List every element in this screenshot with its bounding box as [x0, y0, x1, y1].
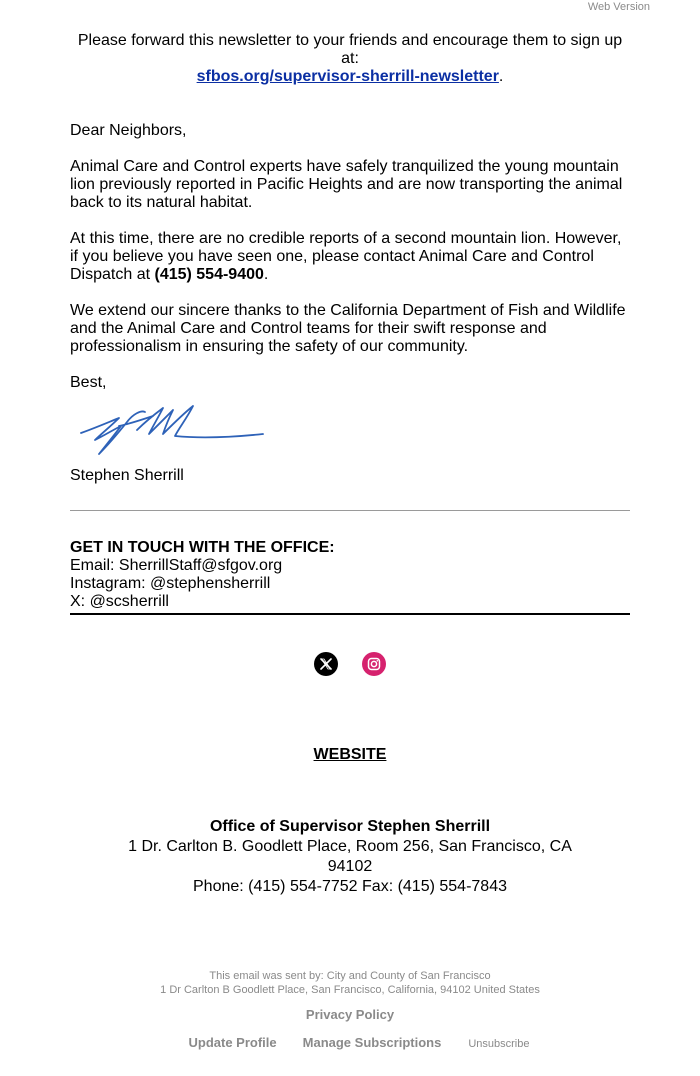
x-icon[interactable]: [314, 652, 338, 676]
contact-section: [70, 539, 630, 615]
dispatch-phone: (415) 554-9400: [154, 266, 264, 283]
update-profile-link[interactable]: Update Profile: [188, 1035, 277, 1050]
forward-notice: [70, 32, 630, 86]
contact-x: X: @scsherrill: [70, 593, 169, 610]
contact-email: Email: SherrillStaff@sfgov.org: [70, 557, 283, 574]
privacy-policy-link[interactable]: Privacy Policy: [305, 1007, 395, 1022]
instagram-icon[interactable]: [362, 652, 386, 676]
website-link[interactable]: WEBSITE: [313, 746, 387, 763]
signer-name: Stephen Sherrill: [70, 467, 184, 484]
closing: Best,: [70, 374, 107, 391]
contact-instagram: Instagram: @stephensherrill: [70, 575, 271, 592]
footer-info: [0, 969, 700, 997]
social-links: [0, 652, 700, 676]
footer-sent-by: This email was sent by: City and County of San Francisco: [209, 970, 491, 982]
paragraph-2-end: .: [263, 266, 269, 283]
paragraph-2-text: At this time, there are no credible reports of a second mountain lion. However, if you believe you have seen one, please contact Animal Care and Control Dispatch at: [70, 230, 622, 283]
paragraph-1: Animal Care and Control experts have safely tranquilized the young mountain lion previously reported in Pacific Heights and are now transporting the animal back to its natural habitat.: [70, 158, 623, 211]
contact-heading: GET IN TOUCH WITH THE OFFICE:: [70, 539, 335, 556]
paragraph-3: We extend our sincere thanks to the California Department of Fish and Wildlife and the Animal Care and Control teams for their swift response and professionalism in ensuring the safety of our community.: [70, 302, 626, 355]
footer-links: [0, 1035, 700, 1050]
website-section: [0, 746, 700, 764]
office-name: Office of Supervisor Stephen Sherrill: [209, 818, 491, 835]
footer-address: 1 Dr Carlton B Goodlett Place, San Francisco, California, 94102 United States: [160, 984, 540, 996]
greeting: Dear Neighbors,: [70, 122, 187, 139]
divider: [70, 510, 630, 511]
signup-period: .: [498, 68, 504, 85]
forward-text: Please forward this newsletter to your friends and encourage them to sign up at:: [77, 32, 623, 67]
office-phones: Phone: (415) 554-7752 Fax: (415) 554-7843: [193, 878, 507, 895]
signup-link[interactable]: sfbos.org/supervisor-sherrill-newsletter: [196, 68, 499, 85]
signature-image: [75, 400, 270, 460]
unsubscribe-link[interactable]: Unsubscribe: [468, 1038, 530, 1050]
office-info: [110, 817, 590, 897]
letter-body: [70, 122, 630, 410]
paragraph-2: [70, 230, 630, 284]
manage-subscriptions-link[interactable]: Manage Subscriptions: [302, 1035, 442, 1050]
office-address: 1 Dr. Carlton B. Goodlett Place, Room 256, San Francisco, CA 94102: [128, 838, 572, 875]
web-version-link[interactable]: Web Version: [587, 1, 650, 13]
